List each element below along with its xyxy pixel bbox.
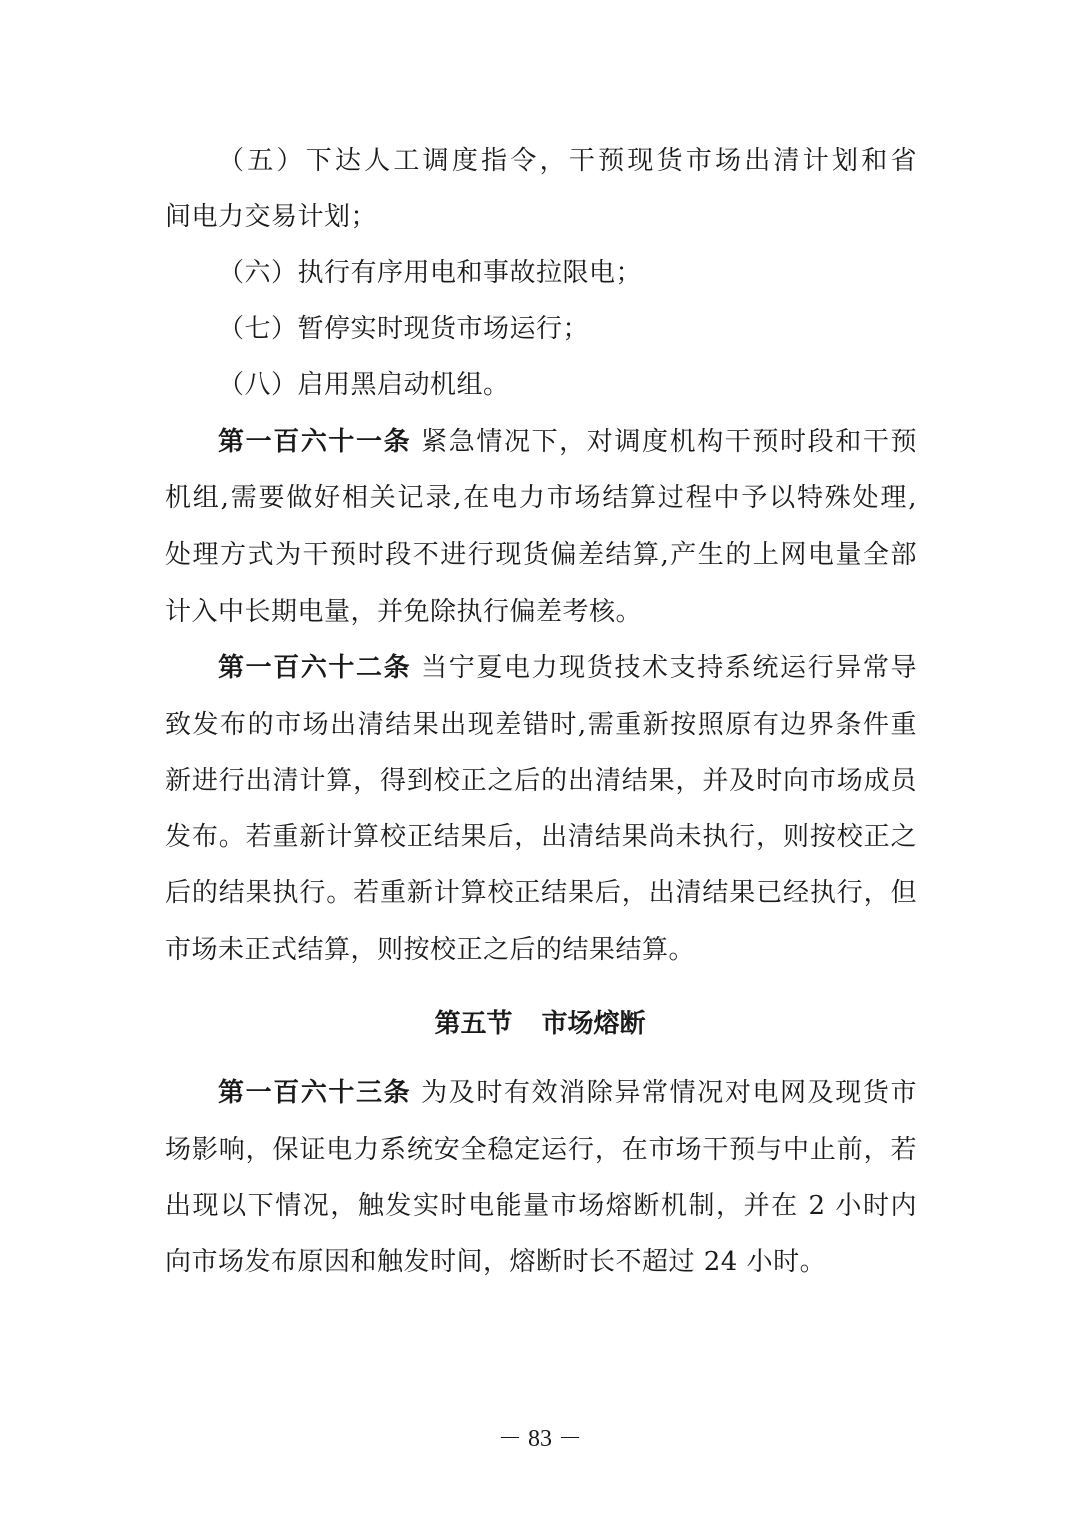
text-line: 向市场发布原因和触发时间，熔断时长不超过 24 小时。 xyxy=(165,1247,827,1277)
text-line: （八）启用黑启动机组。 xyxy=(218,370,510,400)
text-line: 出现以下情况，触发实时电能量市场熔断机制，并在 2 小时内 xyxy=(165,1191,917,1221)
text-line: 计入中长期电量，并免除执行偏差考核。 xyxy=(165,597,643,627)
article-161-line xyxy=(218,422,917,462)
text-line: 致发布的市场出清结果出现差错时,需重新按照原有边界条件重 xyxy=(165,710,917,740)
text-line: （六）执行有序用电和事故拉限电； xyxy=(218,258,643,288)
text-line: 后的结果执行。若重新计算校正结果后，出清结果已经执行，但 xyxy=(165,878,917,908)
text-line: （七）暂停实时现货市场运行； xyxy=(218,314,590,344)
article-163-line xyxy=(218,1073,917,1113)
text-line: 间电力交易计划； xyxy=(165,202,378,232)
text-line: 处理方式为干预时段不进行现货偏差结算,产生的上网电量全部 xyxy=(165,540,917,570)
text-line: 场影响，保证电力系统安全稳定运行，在市场干预与中止前，若 xyxy=(165,1135,917,1165)
text-line: 机组,需要做好相关记录,在电力市场结算过程中予以特殊处理, xyxy=(165,483,917,513)
article-number: 第一百六十二条 xyxy=(218,653,412,683)
text-line: 发布。若重新计算校正结果后，出清结果尚未执行，则按校正之 xyxy=(165,822,917,852)
page-number: － 83 － xyxy=(498,1426,582,1452)
article-number: 第一百六十一条 xyxy=(218,427,412,457)
text: 当宁夏电力现货技术支持系统运行异常导 xyxy=(411,653,917,683)
article-162-line xyxy=(218,648,917,688)
article-number: 第一百六十三条 xyxy=(218,1078,412,1108)
text-line: 新进行出清计算，得到校正之后的出清结果，并及时向市场成员 xyxy=(165,766,917,796)
section-heading: 第五节 市场熔断 xyxy=(434,1009,646,1039)
text: 为及时有效消除异常情况对电网及现货市 xyxy=(411,1078,917,1108)
text: 紧急情况下，对调度机构干预时段和干预 xyxy=(411,427,917,457)
text-line: 市场未正式结算，则按校正之后的结果结算。 xyxy=(165,935,696,965)
text-line: （五）下达人工调度指令，干预现货市场出清计划和省 xyxy=(218,146,917,176)
